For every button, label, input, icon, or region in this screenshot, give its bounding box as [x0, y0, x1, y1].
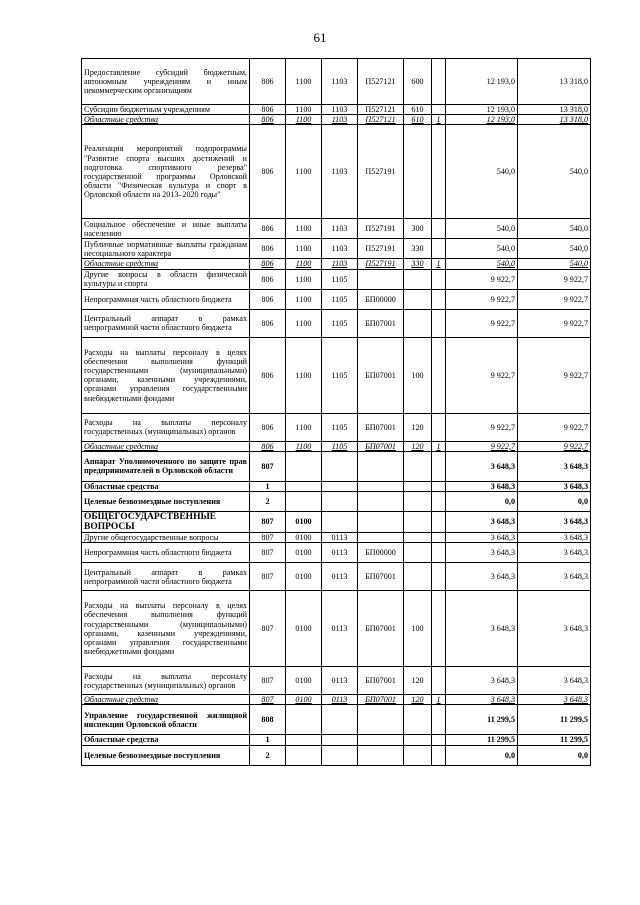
cell-target-article: [358, 269, 404, 289]
cell-sum-year2: 11 299,5: [518, 705, 591, 735]
cell-grbs: 807: [250, 451, 286, 481]
table-row: [82, 269, 591, 289]
cell-target-article: [358, 705, 404, 735]
cell-grbs: 2: [250, 492, 286, 512]
cell-section: 0100: [286, 591, 322, 667]
cell-grbs: 807: [250, 543, 286, 563]
cell-grbs: 806: [250, 59, 286, 105]
cell-source: [432, 667, 446, 695]
cell-source: [432, 543, 446, 563]
cell-grbs: 806: [250, 441, 286, 451]
cell-subsection: 1105: [322, 309, 358, 337]
cell-sum-year2: 540,0: [518, 239, 591, 259]
cell-source: [432, 289, 446, 309]
cell-target-article: БП07001: [358, 695, 404, 705]
cell-target-article: БП07001: [358, 413, 404, 441]
cell-name: Предоставление субсидий бюджетным, автономным учреждениям и иным некоммерческим организациям: [82, 59, 250, 105]
cell-sum-year1: 12 193,0: [446, 59, 518, 105]
cell-sum-year2: 9 922,7: [518, 337, 591, 413]
cell-sum-year2: 9 922,7: [518, 441, 591, 451]
cell-grbs: 806: [250, 219, 286, 239]
cell-subsection: 0113: [322, 667, 358, 695]
cell-target-article: П527191: [358, 259, 404, 269]
table-row: [82, 745, 591, 765]
cell-expense-type: 120: [404, 695, 432, 705]
cell-grbs: 806: [250, 115, 286, 125]
cell-subsection: 0113: [322, 591, 358, 667]
cell-expense-type: [404, 563, 432, 591]
cell-section: [286, 492, 322, 512]
cell-target-article: [358, 492, 404, 512]
cell-section: 0100: [286, 667, 322, 695]
cell-source: [432, 705, 446, 735]
cell-target-article: БП07001: [358, 591, 404, 667]
cell-grbs: 807: [250, 667, 286, 695]
cell-name: Областные средства: [82, 695, 250, 705]
cell-sum-year1: 3 648,3: [446, 451, 518, 481]
cell-sum-year2: 540,0: [518, 125, 591, 219]
cell-sum-year1: 3 648,3: [446, 695, 518, 705]
cell-expense-type: 330: [404, 259, 432, 269]
cell-section: 0100: [286, 533, 322, 543]
cell-sum-year1: 3 648,3: [446, 591, 518, 667]
cell-source: 1: [432, 441, 446, 451]
cell-expense-type: 330: [404, 239, 432, 259]
cell-grbs: 806: [250, 269, 286, 289]
cell-section: 1100: [286, 441, 322, 451]
table-row: [82, 735, 591, 745]
cell-subsection: 1105: [322, 413, 358, 441]
cell-section: [286, 745, 322, 765]
cell-target-article: П527121: [358, 105, 404, 115]
cell-target-article: П527121: [358, 115, 404, 125]
cell-grbs: 806: [250, 105, 286, 115]
cell-sum-year2: 3 648,3: [518, 481, 591, 491]
cell-source: 1: [432, 695, 446, 705]
cell-sum-year1: 3 648,3: [446, 667, 518, 695]
cell-section: 1100: [286, 269, 322, 289]
cell-grbs: 806: [250, 289, 286, 309]
cell-sum-year2: 3 648,3: [518, 543, 591, 563]
cell-expense-type: [404, 451, 432, 481]
cell-section: 1100: [286, 289, 322, 309]
cell-expense-type: 300: [404, 219, 432, 239]
cell-sum-year1: 9 922,7: [446, 309, 518, 337]
cell-sum-year1: 3 648,3: [446, 543, 518, 563]
cell-sum-year2: 0,0: [518, 492, 591, 512]
table-row: [82, 309, 591, 337]
cell-target-article: БП07001: [358, 441, 404, 451]
table-row: [82, 451, 591, 481]
cell-target-article: БП00000: [358, 543, 404, 563]
table-row: [82, 533, 591, 543]
table-row: [82, 59, 591, 105]
cell-source: [432, 125, 446, 219]
cell-target-article: БП07001: [358, 337, 404, 413]
cell-subsection: 1103: [322, 115, 358, 125]
cell-expense-type: [404, 481, 432, 491]
cell-target-article: [358, 451, 404, 481]
cell-sum-year2: 3 648,3: [518, 695, 591, 705]
cell-expense-type: [404, 543, 432, 563]
cell-name: Областные средства: [82, 259, 250, 269]
cell-sum-year2: 13 318,0: [518, 105, 591, 115]
cell-source: [432, 563, 446, 591]
cell-section: [286, 481, 322, 491]
cell-source: [432, 745, 446, 765]
table-row: [82, 337, 591, 413]
cell-name: Центральный аппарат в рамках непрограммной части областного бюджета: [82, 563, 250, 591]
cell-source: [432, 309, 446, 337]
cell-expense-type: [404, 735, 432, 745]
cell-subsection: 1103: [322, 125, 358, 219]
cell-sum-year2: 3 648,3: [518, 591, 591, 667]
cell-name: Субсидии бюджетным учреждениям: [82, 105, 250, 115]
cell-subsection: 1105: [322, 337, 358, 413]
cell-expense-type: 610: [404, 115, 432, 125]
table-row: [82, 481, 591, 491]
cell-source: [432, 105, 446, 115]
cell-section: 1100: [286, 413, 322, 441]
cell-name: Областные средства: [82, 441, 250, 451]
cell-sum-year2: 9 922,7: [518, 413, 591, 441]
cell-subsection: 1103: [322, 105, 358, 115]
cell-name: Целевые безвозмездные поступления: [82, 492, 250, 512]
cell-section: 0100: [286, 512, 322, 533]
cell-section: 0100: [286, 563, 322, 591]
cell-section: 0100: [286, 695, 322, 705]
cell-name: Расходы на выплаты персоналу в целях обеспечения выполнения функций государственными (муниципальными) органами, казенными учреждениями, органами управления государственными внебюджетными фондами: [82, 591, 250, 667]
cell-name: Областные средства: [82, 735, 250, 745]
cell-source: [432, 492, 446, 512]
cell-section: 1100: [286, 105, 322, 115]
cell-subsection: 1103: [322, 219, 358, 239]
cell-source: [432, 591, 446, 667]
cell-target-article: [358, 735, 404, 745]
cell-sum-year1: 3 648,3: [446, 533, 518, 543]
cell-sum-year2: 540,0: [518, 259, 591, 269]
cell-source: [432, 512, 446, 533]
cell-sum-year2: 9 922,7: [518, 289, 591, 309]
cell-subsection: 1103: [322, 259, 358, 269]
cell-grbs: 807: [250, 695, 286, 705]
table-row: [82, 115, 591, 125]
cell-target-article: [358, 481, 404, 491]
table-row: [82, 219, 591, 239]
cell-name: Публичные нормативные выплаты гражданам несоциального характера: [82, 239, 250, 259]
cell-expense-type: 100: [404, 337, 432, 413]
cell-sum-year1: 0,0: [446, 745, 518, 765]
cell-subsection: 0113: [322, 533, 358, 543]
cell-sum-year2: 3 648,3: [518, 667, 591, 695]
cell-expense-type: [404, 533, 432, 543]
cell-target-article: БП07001: [358, 563, 404, 591]
cell-grbs: 807: [250, 591, 286, 667]
cell-sum-year1: 0,0: [446, 492, 518, 512]
cell-subsection: [322, 492, 358, 512]
cell-expense-type: 120: [404, 413, 432, 441]
cell-sum-year1: 3 648,3: [446, 512, 518, 533]
cell-target-article: П527191: [358, 239, 404, 259]
cell-sum-year1: 540,0: [446, 259, 518, 269]
cell-sum-year1: 9 922,7: [446, 337, 518, 413]
cell-target-article: П527191: [358, 219, 404, 239]
cell-section: [286, 735, 322, 745]
budget-table-body: [82, 59, 591, 766]
cell-name: Непрограммная часть областного бюджета: [82, 289, 250, 309]
cell-target-article: БП00000: [358, 289, 404, 309]
cell-sum-year1: 11 299,5: [446, 735, 518, 745]
cell-subsection: [322, 705, 358, 735]
cell-subsection: [322, 481, 358, 491]
cell-section: 1100: [286, 115, 322, 125]
table-row: [82, 492, 591, 512]
cell-subsection: 1103: [322, 59, 358, 105]
cell-sum-year1: 9 922,7: [446, 289, 518, 309]
cell-sum-year1: 12 193,0: [446, 105, 518, 115]
cell-grbs: 807: [250, 533, 286, 543]
cell-grbs: 1: [250, 481, 286, 491]
cell-subsection: 1105: [322, 289, 358, 309]
cell-section: 1100: [286, 219, 322, 239]
cell-section: 1100: [286, 309, 322, 337]
cell-name: Областные средства: [82, 481, 250, 491]
table-row: [82, 705, 591, 735]
cell-name: Реализация мероприятий подпрограммы "Развитие спорта высших достижений и подготовка спортивного резерва" государственной программы Орловской области "Физическая культура и спорт в Орловской области на 2013–2020 годы": [82, 125, 250, 219]
cell-name: Другие вопросы в области физической культуры и спорта: [82, 269, 250, 289]
cell-sum-year1: 540,0: [446, 239, 518, 259]
cell-target-article: БП07001: [358, 309, 404, 337]
cell-subsection: 0113: [322, 695, 358, 705]
cell-name: Непрограммная часть областного бюджета: [82, 543, 250, 563]
cell-section: [286, 451, 322, 481]
cell-name: Управление государственной жилищной инспекции Орловской области: [82, 705, 250, 735]
cell-name: Аппарат Уполномоченного по защите прав предпринимателей в Орловской области: [82, 451, 250, 481]
cell-grbs: 1: [250, 735, 286, 745]
cell-target-article: П527121: [358, 59, 404, 105]
cell-source: [432, 337, 446, 413]
cell-subsection: 0113: [322, 543, 358, 563]
cell-sum-year2: 11 299,5: [518, 735, 591, 745]
cell-subsection: 1105: [322, 441, 358, 451]
cell-subsection: 1105: [322, 269, 358, 289]
cell-name: Целевые безвозмездные поступления: [82, 745, 250, 765]
cell-expense-type: [404, 269, 432, 289]
cell-source: [432, 269, 446, 289]
cell-target-article: БП07001: [358, 667, 404, 695]
cell-expense-type: 600: [404, 59, 432, 105]
table-row: [82, 105, 591, 115]
budget-table: [81, 58, 591, 766]
table-row: [82, 259, 591, 269]
cell-grbs: 806: [250, 413, 286, 441]
cell-source: 1: [432, 115, 446, 125]
cell-grbs: 806: [250, 125, 286, 219]
cell-sum-year1: 3 648,3: [446, 563, 518, 591]
cell-source: [432, 219, 446, 239]
cell-source: [432, 413, 446, 441]
page-number: 61: [313, 30, 327, 45]
table-row: [82, 512, 591, 533]
cell-section: [286, 705, 322, 735]
cell-expense-type: [404, 125, 432, 219]
cell-source: 1: [432, 259, 446, 269]
cell-source: [432, 735, 446, 745]
cell-sum-year2: 13 318,0: [518, 115, 591, 125]
cell-sum-year2: 3 648,3: [518, 563, 591, 591]
cell-sum-year1: 12 193,0: [446, 115, 518, 125]
cell-sum-year1: 540,0: [446, 125, 518, 219]
cell-subsection: [322, 735, 358, 745]
cell-target-article: [358, 533, 404, 543]
table-row: [82, 591, 591, 667]
cell-sum-year1: 540,0: [446, 219, 518, 239]
cell-source: [432, 239, 446, 259]
cell-sum-year2: 9 922,7: [518, 309, 591, 337]
table-row: [82, 239, 591, 259]
cell-expense-type: [404, 289, 432, 309]
cell-grbs: 807: [250, 563, 286, 591]
cell-expense-type: [404, 705, 432, 735]
cell-sum-year1: 9 922,7: [446, 441, 518, 451]
cell-grbs: 808: [250, 705, 286, 735]
table-row: [82, 695, 591, 705]
cell-sum-year1: 3 648,3: [446, 481, 518, 491]
cell-name: Расходы на выплаты персоналу государственных (муниципальных) органов: [82, 667, 250, 695]
cell-subsection: [322, 512, 358, 533]
cell-grbs: 806: [250, 259, 286, 269]
cell-name: ОБЩЕГОСУДАРСТВЕННЫЕ ВОПРОСЫ: [82, 512, 250, 533]
cell-section: 1100: [286, 239, 322, 259]
cell-sum-year1: 11 299,5: [446, 705, 518, 735]
cell-expense-type: [404, 745, 432, 765]
cell-sum-year2: 13 318,0: [518, 59, 591, 105]
cell-source: [432, 451, 446, 481]
cell-sum-year2: 540,0: [518, 219, 591, 239]
cell-subsection: [322, 451, 358, 481]
cell-section: 1100: [286, 125, 322, 219]
cell-grbs: 2: [250, 745, 286, 765]
cell-source: [432, 59, 446, 105]
cell-grbs: 806: [250, 239, 286, 259]
cell-name: Другие общегосударственные вопросы: [82, 533, 250, 543]
cell-target-article: П527191: [358, 125, 404, 219]
table-row: [82, 125, 591, 219]
cell-expense-type: [404, 512, 432, 533]
cell-source: [432, 481, 446, 491]
cell-expense-type: [404, 492, 432, 512]
cell-sum-year1: 9 922,7: [446, 413, 518, 441]
cell-sum-year2: 3 648,3: [518, 451, 591, 481]
cell-section: 1100: [286, 259, 322, 269]
cell-name: Областные средства: [82, 115, 250, 125]
cell-name: Расходы на выплаты персоналу государственных (муниципальных) органов: [82, 413, 250, 441]
table-row: [82, 667, 591, 695]
cell-subsection: 0113: [322, 563, 358, 591]
table-row: [82, 441, 591, 451]
cell-target-article: [358, 745, 404, 765]
cell-grbs: 806: [250, 309, 286, 337]
table-row: [82, 563, 591, 591]
cell-expense-type: 120: [404, 441, 432, 451]
table-row: [82, 543, 591, 563]
cell-grbs: 806: [250, 337, 286, 413]
cell-sum-year2: 3 648,3: [518, 512, 591, 533]
cell-source: [432, 533, 446, 543]
cell-name: Центральный аппарат в рамках непрограммной части областного бюджета: [82, 309, 250, 337]
table-row: [82, 289, 591, 309]
cell-section: 0100: [286, 543, 322, 563]
cell-subsection: 1103: [322, 239, 358, 259]
cell-section: 1100: [286, 59, 322, 105]
cell-expense-type: 610: [404, 105, 432, 115]
cell-expense-type: 120: [404, 667, 432, 695]
cell-target-article: [358, 512, 404, 533]
cell-sum-year1: 9 922,7: [446, 269, 518, 289]
cell-grbs: 807: [250, 512, 286, 533]
cell-sum-year2: 3 648,3: [518, 533, 591, 543]
cell-name: Социальное обеспечение и иные выплаты населению: [82, 219, 250, 239]
cell-expense-type: 100: [404, 591, 432, 667]
cell-section: 1100: [286, 337, 322, 413]
cell-sum-year2: 9 922,7: [518, 269, 591, 289]
table-row: [82, 413, 591, 441]
cell-name: Расходы на выплаты персоналу в целях обеспечения выполнения функций государственными (муниципальными) органами, казенными учреждениями, органами управления государственными внебюджетными фондами: [82, 337, 250, 413]
cell-expense-type: [404, 309, 432, 337]
cell-sum-year2: 0,0: [518, 745, 591, 765]
cell-subsection: [322, 745, 358, 765]
